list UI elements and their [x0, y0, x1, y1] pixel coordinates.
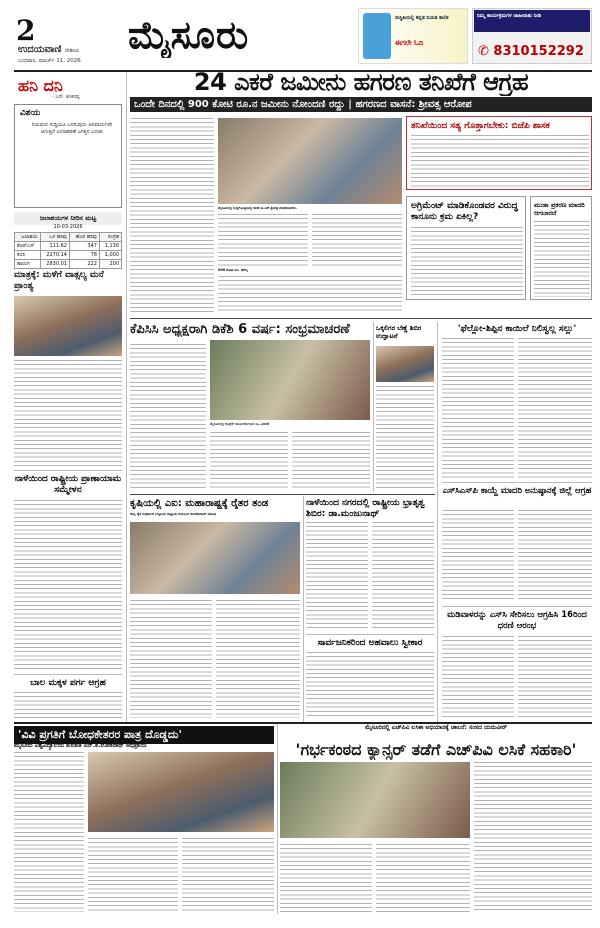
bottom-right-kicker: ಮೈಸೂರಿನಲ್ಲಿ ಎಚ್‌ಪಿವಿ ಲಸಿಕಾ ಅಭಿಯಾನಕ್ಕೆ ಚಾಲನೆ: ಸಂಸದ ಯದುವೀರ್	[365, 724, 507, 731]
right-story-body-col1	[442, 338, 514, 478]
agri-body-col1	[130, 600, 212, 718]
bottom-left-headline[interactable]: 'ವಿವಿ ಪ್ರಗತಿಗೆ ಬೋಧಕೇತರರ ಪಾತ್ರ ದೊಡ್ಡದು'	[14, 726, 274, 744]
right-story3-body-col2	[518, 636, 592, 718]
bottom-left-body-col1	[14, 752, 84, 912]
table-cell: 1,000	[99, 251, 121, 260]
table-header-row	[15, 233, 122, 242]
hani-dani-byline: - ಎನ್. ಶಂಕರಪ್ಪ	[52, 94, 80, 100]
bottom-right-body-col1	[280, 844, 372, 912]
agri-headline[interactable]: ಕೃಷಿಯಲ್ಲಿ ಎಐ: ಮಹಾರಾಷ್ಟ್ರಕ್ಕೆ ರೈತರ ತಂಡ	[130, 498, 269, 509]
side-story-photo	[376, 346, 434, 382]
table-cell: 200	[99, 260, 121, 269]
sidebar-box-agreement-head[interactable]: ಅಗ್ರಿಮೆಂಟ್ ಮಾಡಿಕೊಂಡವರ ವಿರುದ್ಧ ಕಾನೂನು ಕ್ರಮ ಏಕಿಲ್ಲ?	[411, 201, 519, 222]
camp-body-col1	[306, 522, 368, 630]
lead-headline[interactable]: 24 ಎಕರೆ ಜಮೀನು ಹಗರಣ ತನಿಖೆಗೆ ಆಗ್ರಹ	[193, 68, 529, 96]
bottom-right-photo	[280, 762, 470, 838]
ad-left-text: ಸುಸ್ಥಿತಿಯಲ್ಲಿ ಕನ್ನಡ ನಿಯತ ಕಾಲಿಕ	[395, 15, 449, 21]
sidebar-box-bjp-body	[411, 135, 589, 187]
phone-graphic-icon	[363, 13, 391, 59]
lead-body-col1	[130, 118, 214, 314]
table-header: ಹೊರ ಹರಿವು	[69, 233, 99, 242]
issue-date: ಬುಧವಾರ, ಮಾರ್ಚ್ 11, 2026	[18, 58, 81, 64]
divider	[442, 606, 592, 607]
left-story-photo	[14, 296, 122, 356]
table-cell: 1,130	[99, 242, 121, 251]
lead-body-col3	[312, 214, 402, 266]
lead-photo	[218, 118, 402, 204]
bottom-right-body-col3	[474, 762, 592, 912]
right-story-headline[interactable]: 'ಫೆಲ್ಲೋ-ಶಿಪ್ಪಿನ ಕಾಯಿಲೆ ನಿಲಿಸ್ವಲ್ಲ ಸಲ್ಲು'	[457, 324, 577, 334]
table-cell: ಕೆಆರ್‌ಎಸ್	[15, 242, 41, 251]
right-story3-headline[interactable]: ಮಡಿವಾಳರನ್ನು ಎಸ್‌ಸಿ ಸೇರಿಸಲು ಆಗ್ರಹಿಸಿ 16ರಿಂದ ಧರಣಿ ಆರಂಭ	[447, 610, 587, 631]
bottom-right-headline[interactable]: 'ಗರ್ಭಕಂಠದ ಕ್ಯಾನ್ಸರ್ ತಡೆಗೆ ಎಚ್‌ಪಿವಿ ಲಸಿಕೆ ಸಹಕಾರಿ'	[295, 740, 577, 759]
ad-right-banner	[474, 10, 590, 32]
section-divider	[130, 494, 435, 495]
lead-subhead: ಒಂದೇ ದಿನದಲ್ಲಿ 900 ಕೋಟಿ ರೂ.ನ ಜಮೀನು ನೋಂದಣಿ ರದ್ದು | ಹಗರಣದ ವಾಸನೆ: ಶ್ರೀವತ್ಸ ಆರೋಪ	[130, 97, 592, 112]
paper-name-text: ಉದಯವಾಣಿ	[18, 44, 62, 55]
agri-body-col2	[216, 600, 300, 718]
left-story2-headline[interactable]: ನಾಳೆಯಿಂದ ರಾಷ್ಟ್ರೀಯ ಪ್ರಾಣಾಯಾಮ ಸಮ್ಮೇಳನ	[14, 474, 122, 495]
kpcc-body-col3	[292, 432, 370, 490]
kpcc-photo	[210, 340, 370, 420]
paper-edition: ದೇಶೀಯ	[64, 48, 80, 54]
lead-body-col4	[218, 276, 402, 314]
hani-dani-box	[14, 104, 122, 208]
table-header: ಜಲಾಶಯ	[15, 233, 41, 242]
left-story3-body	[14, 692, 122, 718]
table-row	[15, 260, 122, 269]
divider	[14, 674, 122, 675]
bottom-left-photo	[88, 752, 274, 832]
divider	[442, 482, 592, 483]
camp-body-col2	[372, 522, 434, 630]
right-story-body-col2	[518, 338, 592, 478]
reservoir-date: 10-03-2026	[53, 224, 83, 230]
sidebar-box-bjp	[406, 116, 592, 190]
left-story-body	[14, 360, 122, 466]
print-color-bar	[200, 916, 400, 922]
agri-photo	[130, 522, 300, 594]
section-divider	[130, 318, 592, 319]
kpcc-body-col1	[130, 344, 206, 490]
sidebar-box-muda-body	[534, 221, 590, 297]
column-rule	[373, 322, 374, 492]
lead-highlight: 900 ಕೋಟಿ ರೂ. ಮೌಲ್ಯ	[218, 268, 249, 272]
grievance-headline[interactable]: ಸಾರ್ವಜನಿಕರಿಂದ ಅಹವಾಲು ಸ್ವೀಕಾರ	[317, 638, 423, 648]
left-story3-headline[interactable]: ಬಾಲ ಮಕ್ಕಳ ಪರ್ಗ ಆಗ್ರಹ	[30, 678, 106, 688]
column-rule	[303, 496, 304, 722]
column-rule	[126, 72, 127, 722]
lead-photo-caption: ಮೈಸೂರಿನಲ್ಲಿ ಸುದ್ದಿಗೋಷ್ಠಿಯಲ್ಲಿ ಶಾಸಕ ಟಿ.ಎಸ್.ಶ್ರೀವತ್ಸ ಮಾತನಾಡಿದರು.	[218, 206, 297, 210]
left-story-headline[interactable]: ಮಾತ್ರಕ್ಕೆ: ಮಳೆಗೆ ವಾತ್ಸಲ್ಯ ಮನೆ ಪ್ರಾಂತ್ಯ	[14, 270, 104, 291]
table-cell: 78	[69, 251, 99, 260]
right-story2-headline[interactable]: ಎಸ್‌ಸಿಎಸ್‌ಪಿ ಕಾಯ್ದೆ ಮಾದರಿ ಅನುಷ್ಠಾನಕ್ಕೆ ಜಿಲ್ಲೆ ಆಗ್ರಹ	[442, 486, 592, 496]
ad-right-text: ನಿಮ್ಮ ಕಾರ್ಯಕ್ರಮಗಳ ಜಾಹೀರಾತು ನೀಡಿ	[477, 13, 542, 19]
table-row	[15, 251, 122, 260]
paper-name	[18, 44, 79, 55]
bottom-right-body-col2	[376, 844, 470, 912]
ad-phone-number: 8310152292	[493, 44, 584, 59]
divider	[14, 470, 122, 471]
side-story-body	[376, 386, 434, 490]
ad-right-phone[interactable]: ✆ 8310152292	[478, 44, 584, 59]
section-title: ಮೈಸೂರು	[128, 12, 250, 57]
agri-subhead: ರಾಜ್ಯ ರೈತ ಸಂಘದಿಂದ ಒಕ್ಕೂಟದ ರಾಷ್ಟ್ರೀಯ ಕುರುಬುರ ಶಾಂತಕುಮಾರ್ ಮಾಹಿತಿ	[130, 512, 217, 516]
advertisement-left[interactable]	[358, 8, 468, 64]
divider	[306, 634, 434, 635]
kpcc-headline[interactable]: ಕೆಪಿಸಿಸಿ ಅಧ್ಯಕ್ಷರಾಗಿ ಡಿಕೆಶಿ 6 ವರ್ಷ: ಸಂಭ್ರಮಾಚರಣೆ	[130, 322, 350, 337]
kpcc-body-col2	[210, 432, 288, 490]
reservoir-table	[14, 232, 122, 269]
kpcc-photo-caption: ಮೈಸೂರಿನಲ್ಲಿ ಕಾಂಗ್ರೆಸ್ ಕಾರ್ಯಕರ್ತರಿಂದ ಸಿಹಿ ವಿತರಣೆ	[210, 422, 269, 426]
sidebar-box-agreement	[406, 196, 526, 300]
left-story2-body	[14, 500, 122, 670]
column-rule	[277, 724, 278, 914]
table-cell: 347	[69, 242, 99, 251]
table-header: ಸಂಗ್ರಹ	[99, 233, 121, 242]
sidebar-box-bjp-head[interactable]: ತನಿಖೆಯಿಂದ ಸತ್ಯ ಗೊತ್ತಾಗಬೇಕು: ಬಿಜೆಪಿ ಶಾಸಕ	[411, 121, 550, 131]
camp-headline[interactable]: ನಾಳೆಯಿಂದ ನಗರದಲ್ಲಿ ರಾಷ್ಟ್ರೀಯ ಭ್ರಾತೃತ್ವ ಶಿಬಿರ: ಡಾ.ಮಂಜುನಾಥ್	[306, 498, 425, 519]
table-cell: 111.62	[40, 242, 69, 251]
right-story2-body-col2	[518, 510, 592, 602]
right-story3-body-col1	[442, 636, 514, 718]
table-cell: ಹಾರಂಗಿ	[15, 260, 41, 269]
right-story2-body-col1	[442, 510, 514, 602]
table-cell: 2270.14	[40, 251, 69, 260]
table-cell: ಕಬಿನಿ	[15, 251, 41, 260]
table-row	[15, 242, 122, 251]
reservoir-title: ಜಲಾಶಯಗಳ ನೀರಿನ ಮಟ್ಟ	[14, 212, 122, 225]
sidebar-box-muda-head[interactable]: ಮುಡಾ ಪ್ರಕರಣ ಮಾದರಿ ಆಗಬಾರದೆ	[534, 201, 585, 217]
table-cell: 2830.01	[40, 260, 69, 269]
grievance-body	[306, 652, 434, 718]
table-cell: 222	[69, 260, 99, 269]
ad-left-cta: ಈಗಲೇ ಓದಿ	[395, 39, 424, 47]
column-rule	[437, 322, 438, 722]
page-number: 2	[16, 14, 36, 47]
table-header: ಒಳ ಹರಿವು	[40, 233, 69, 242]
hani-dani-heading: ವಿಶಯ	[20, 108, 41, 118]
bottom-left-body-col2	[88, 838, 178, 912]
sidebar-box-muda	[530, 196, 592, 300]
sidebar-box-agreement-body	[411, 227, 523, 297]
hani-dani-title: ಹನಿ ದನಿ	[18, 76, 63, 95]
hani-dani-poem: ನಿಯಮದ ಸುದ್ದಿಯೂ ಬಳಸುವುದು ಅನಿವಾರ್ಯವೇ ಆಗುತ್ತಿದೆ ಉದಾಹರಣೆ ಜಗತ್ತಿನ ಬದುಕು	[31, 122, 113, 135]
bottom-left-subhead: ಮೈಸೂರು ವಿಶ್ವವಿದ್ಯಾಲಯ ಕುಲಪತಿ ಎನ್.ಕೆ.ಲೋಕನಾಥ್ ಅಭಿಪ್ರಾಯ	[14, 742, 147, 749]
side-story-headline[interactable]: ಒಕ್ಕಲಿಗರ ಬೆಣ್ಣೆ ಶಿಬಿರ ಉದ್ಘಾಟನೆ	[376, 324, 422, 340]
bottom-left-body-col3	[182, 838, 274, 912]
lead-body-col2	[218, 214, 308, 266]
